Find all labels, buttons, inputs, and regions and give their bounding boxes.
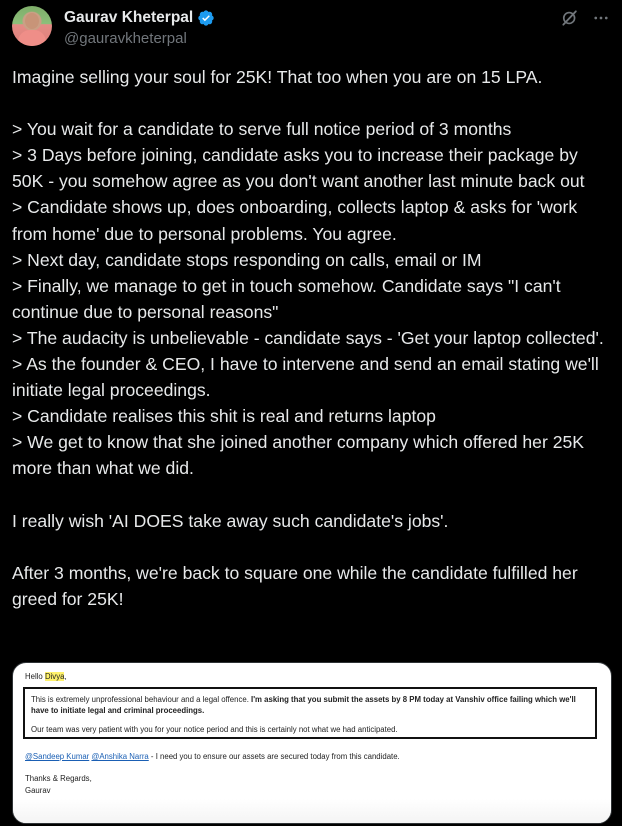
email-thanks: Thanks & Regards, — [25, 774, 92, 783]
email-mention-line: @Sandeep Kumar @Anshika Narra - I need you to ensure our assets are secured today from this candidate. — [25, 752, 400, 761]
email-signature: Gaurav — [25, 786, 51, 795]
email-greeting: Hello Divya, — [25, 672, 67, 681]
email-quote-line2: Our team was very patient with you for your notice period and this is certainly not what we had anticipated. — [31, 725, 398, 734]
avatar[interactable] — [12, 6, 52, 46]
email-quote-box — [23, 687, 597, 739]
tweet-text: Imagine selling your soul for 25K! That too when you are on 15 LPA. > You wait for a candidate to serve full notice period of 3 months > 3 Days before joining, candidate asks you to increase their package by 50K - you somehow agree as you don't want another last minute back out > Candidate shows up, does onboarding, collects laptop & asks for 'work from home' due to personal problems. You agree. > Next day, candidate stops responding on calls, email or IM > Finally, we manage to get in touch somehow. Candidate says "I can't continue due to personal reasons" > The audacity is unbelievable - candidate says - 'Get your laptop collected'. > As the founder & CEO, I have to intervene and send an email stating we'll initiate legal proceedings. > Candidate realises this shit is real and returns laptop > We get to know that she joined another company which offered her 25K more than what we did. I really wish 'AI DOES take away such candidate's jobs'. After 3 months, we're back to square one while the candidate fulfilled her greed for 25K! — [12, 67, 604, 609]
mention-sandeep: @Sandeep Kumar — [25, 752, 90, 761]
more-icon[interactable] — [592, 8, 610, 28]
mention-anshika: @Anshika Narra — [91, 752, 149, 761]
email-quote-line1: This is extremely unprofessional behaviour and a legal offence. I'm asking that you submit the assets by 8 PM today at Vanshiv office failing which we'll have to initiate legal and criminal proceedings. — [31, 695, 576, 715]
author-name[interactable]: Gaurav Kheterpal — [64, 9, 194, 26]
email-screenshot-image[interactable] — [12, 662, 612, 824]
author-name-row — [64, 8, 215, 28]
highlighted-name: Divya — [44, 672, 65, 681]
author-handle[interactable]: @gauravkheterpal — [64, 30, 187, 47]
tweet-header — [12, 6, 610, 52]
verified-badge-icon[interactable] — [197, 9, 215, 27]
grok-icon[interactable] — [560, 8, 580, 28]
